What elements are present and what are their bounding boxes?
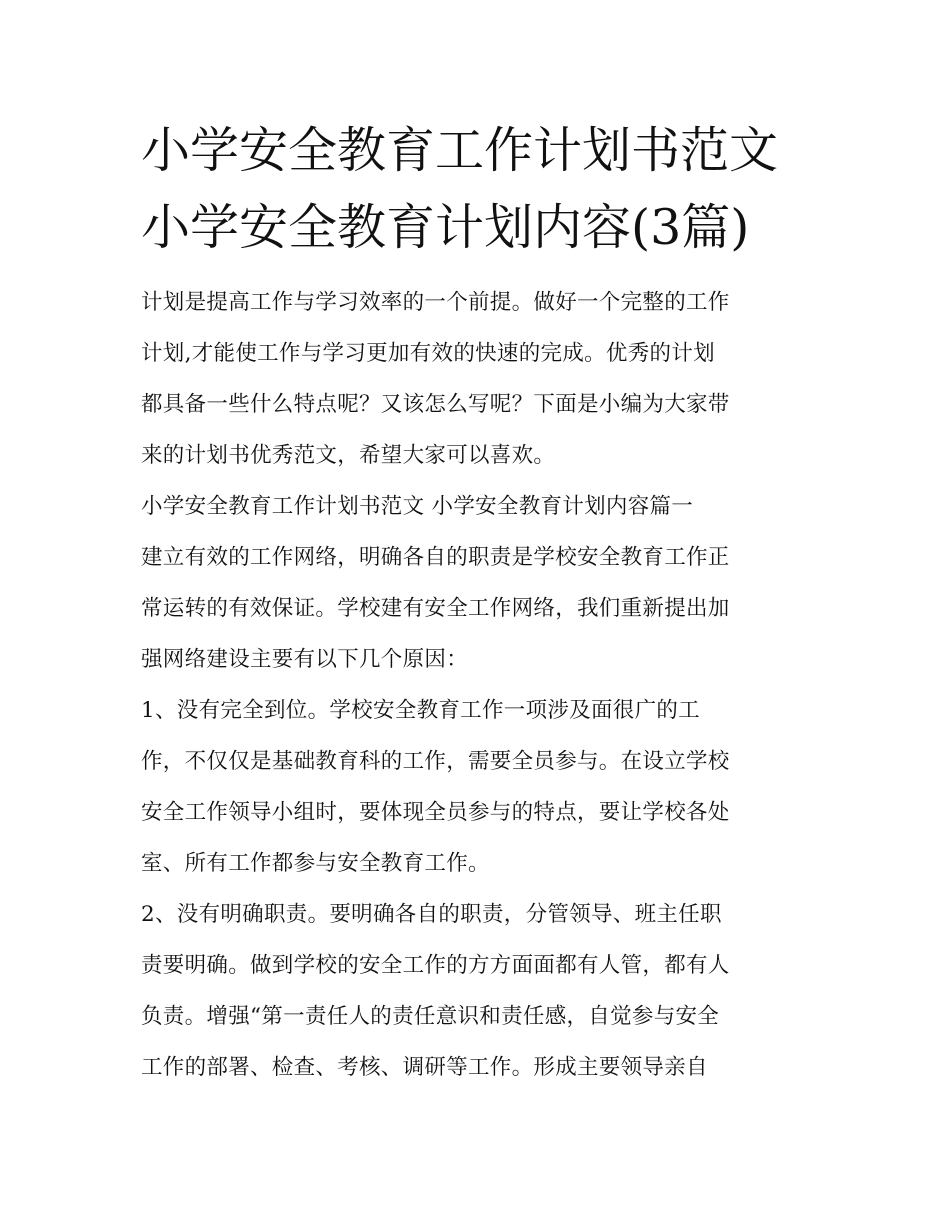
section-heading-line: 小学安全教育工作计划书范文 小学安全教育计划内容篇一 — [141, 494, 694, 519]
body-line: 强网络建设主要有以下几个原因： — [141, 647, 469, 672]
list-item-line: 1、没有完全到位。学校安全教育工作一项涉及面很广的工 — [141, 698, 700, 723]
body-line: 建立有效的工作网络，明确各自的职责是学校安全教育工作正 — [141, 545, 730, 570]
document-title — [141, 112, 821, 266]
document-body — [141, 277, 821, 1093]
body-line: 计划,才能使工作与学习更加有效的快速的完成。优秀的计划 — [141, 341, 715, 366]
body-line: 作，不仅仅是基础教育科的工作，需要全员参与。在设立学校 — [141, 749, 730, 774]
body-line: 计划是提高工作与学习效率的一个前提。做好一个完整的工作 — [141, 290, 730, 315]
body-line: 工作的部署、检查、考核、调研等工作。形成主要领导亲自 — [141, 1055, 708, 1080]
body-line: 常运转的有效保证。学校建有安全工作网络，我们重新提出加 — [141, 596, 730, 621]
body-line: 都具备一些什么特点呢？又该怎么写呢？下面是小编为大家带 — [141, 392, 730, 417]
title-line-1: 小学安全教育工作计划书范文 — [141, 122, 779, 179]
list-item-line: 2、没有明确职责。要明确各自的职责，分管领导、班主任职 — [141, 902, 722, 927]
body-line: 室、所有工作都参与安全教育工作。 — [141, 851, 490, 876]
body-line: 责要明确。做到学校的安全工作的方方面面都有人管，都有人 — [141, 953, 730, 978]
body-line: 安全工作领导小组时，要体现全员参与的特点，要让学校各处 — [141, 800, 730, 825]
title-line-2: 小学安全教育计划内容(3篇) — [141, 199, 750, 256]
body-line: 来的计划书优秀范文，希望大家可以喜欢。 — [141, 443, 556, 468]
body-line: 负责。增强“第一责任人的责任意识和责任感，自觉参与安全 — [141, 1004, 720, 1029]
